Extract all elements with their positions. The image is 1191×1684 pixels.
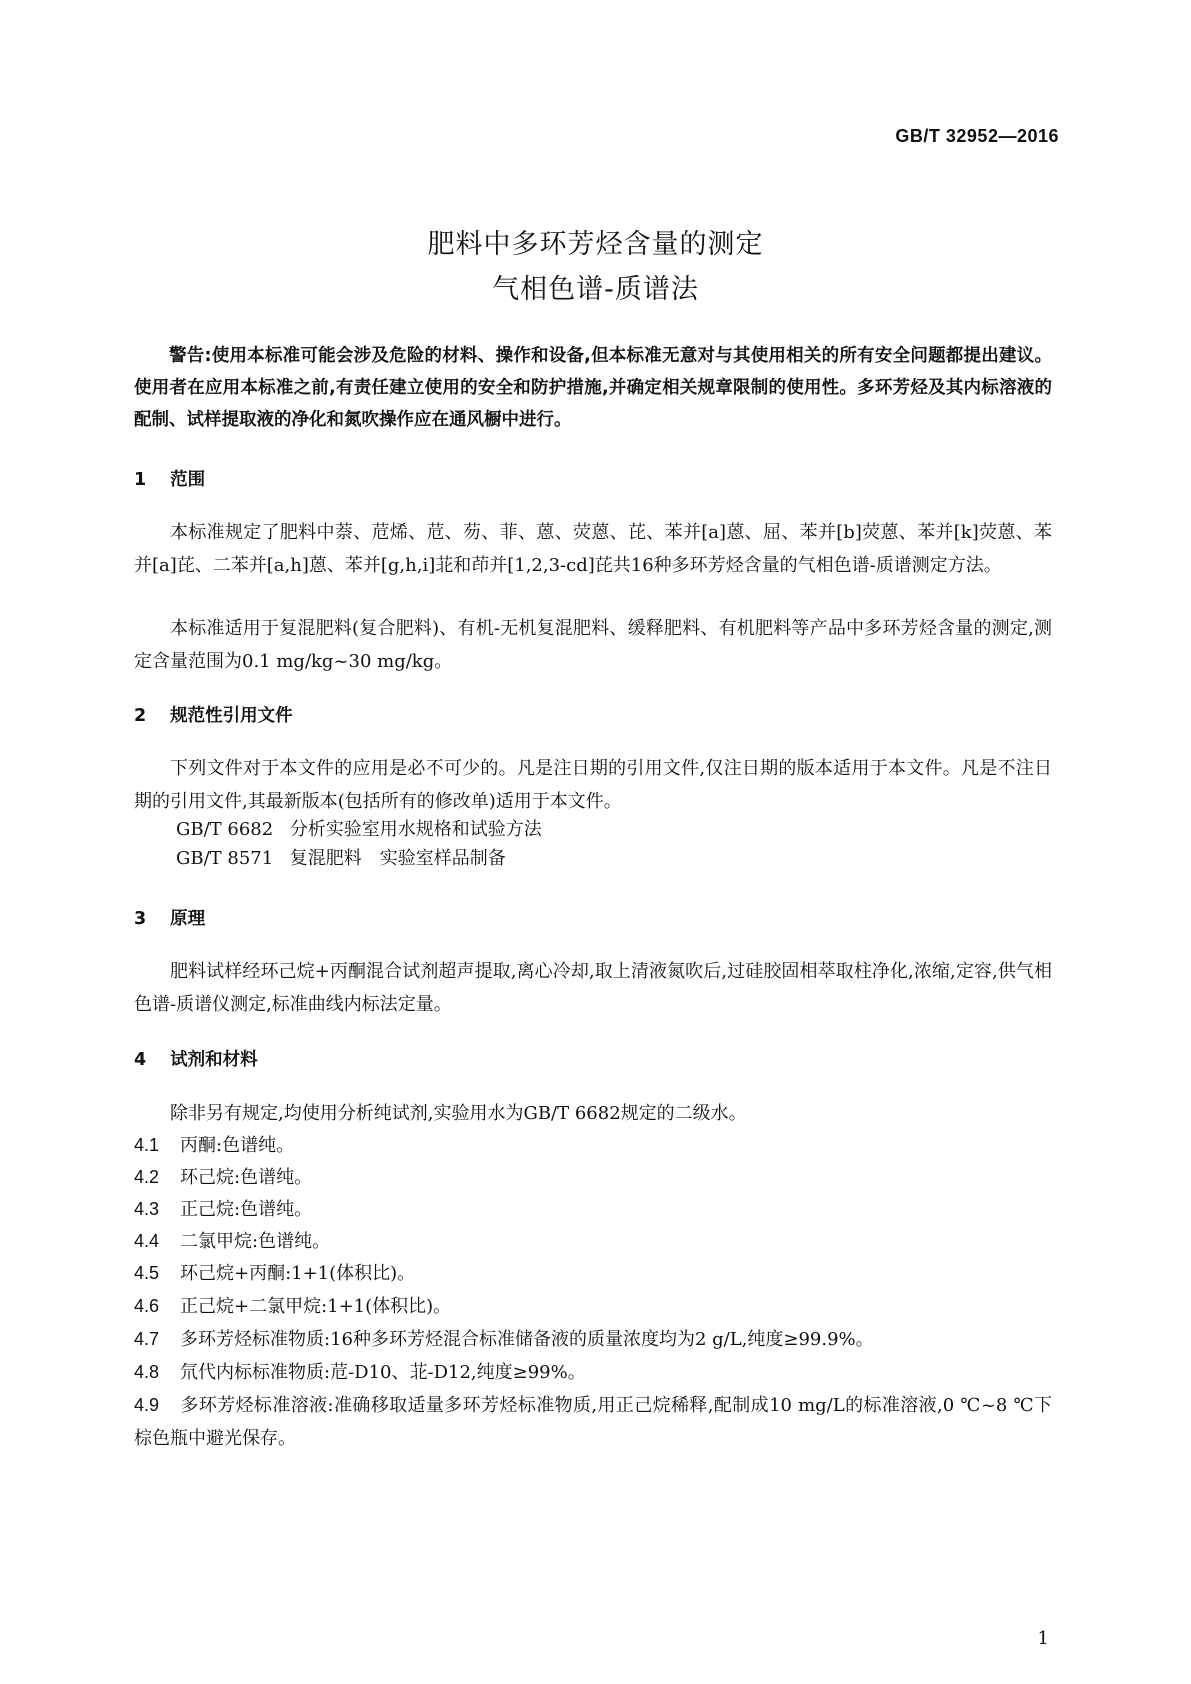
list-item xyxy=(134,1356,1052,1389)
item-text: 正己烷+二氯甲烷:1+1(体积比)。 xyxy=(180,1296,452,1317)
section-3-heading xyxy=(134,905,205,930)
item-text: 环己烷+丙酮:1+1(体积比)。 xyxy=(180,1263,416,1284)
item-text: 二氯甲烷:色谱纯。 xyxy=(180,1231,331,1252)
section-2-heading xyxy=(134,702,293,727)
section-title: 范围 xyxy=(170,470,206,490)
section-title: 试剂和材料 xyxy=(170,1050,258,1070)
section-number: 2 xyxy=(134,706,147,726)
list-item xyxy=(134,1129,1052,1162)
section-1-paragraph-1: 本标准规定了肥料中萘、苊烯、苊、芴、菲、蒽、荧蒽、芘、苯并[a]蒽、屈、苯并[b]荧蒽、苯并[k]荧蒽、苯并[a]芘、二苯并[a,h]蒽、苯并[g,h,i]苝和茚并[1,2,3-cd]芘共16种多环芳烃含量的气相色谱-质谱测定方法。 xyxy=(134,522,1052,576)
item-number: 4.8 xyxy=(134,1362,160,1382)
section-4-heading xyxy=(134,1046,258,1071)
reference-code: GB/T 8571 xyxy=(176,848,274,869)
section-number: 3 xyxy=(134,909,147,929)
item-number: 4.2 xyxy=(134,1167,160,1187)
list-item xyxy=(134,1257,1052,1290)
section-title: 规范性引用文件 xyxy=(170,706,293,726)
reference-title: 分析实验室用水规格和试验方法 xyxy=(289,819,542,840)
list-item xyxy=(134,1193,1052,1226)
section-3-paragraph-1: 肥料试样经环己烷+丙酮混合试剂超声提取,离心冷却,取上清液氮吹后,过硅胶固相萃取柱净化,浓缩,定容,供气相色谱-质谱仪测定,标准曲线内标法定量。 xyxy=(134,961,1052,1015)
page-number: 1 xyxy=(1037,1628,1049,1649)
list-item xyxy=(134,1290,1052,1323)
standard-code: GB/T 32952—2016 xyxy=(895,126,1059,146)
title-line-2: 气相色谱-质谱法 xyxy=(492,274,699,305)
item-number: 4.1 xyxy=(134,1135,160,1155)
normative-reference xyxy=(176,844,506,874)
section-title: 原理 xyxy=(170,909,206,929)
title-line-1: 肥料中多环芳烃含量的测定 xyxy=(427,229,764,260)
warning-paragraph: 警告:使用本标准可能会涉及危险的材料、操作和设备,但本标准无意对与其使用相关的所有安全问题都提出建议。使用者在应用本标准之前,有责任建立使用的安全和防护措施,并确定相关规章限制的使用性。多环芳烃及其内标溶液的配制、试样提取液的净化和氮吹操作应在通风橱中进行。 xyxy=(134,346,1052,430)
section-1-paragraph-2: 本标准适用于复混肥料(复合肥料)、有机-无机复混肥料、缓释肥料、有机肥料等产品中多环芳烃含量的测定,测定含量范围为0.1 mg/kg~30 mg/kg。 xyxy=(134,618,1052,672)
item-number: 4.7 xyxy=(134,1329,160,1349)
item-text: 丙酮:色谱纯。 xyxy=(180,1135,295,1156)
item-number: 4.5 xyxy=(134,1263,160,1283)
item-text: 氘代内标标准物质:苊-D10、苝-D12,纯度≥99%。 xyxy=(180,1362,586,1383)
document-title xyxy=(0,222,1191,312)
item-number: 4.6 xyxy=(134,1296,160,1316)
section-4-intro: 除非另有规定,均使用分析纯试剂,实验用水为GB/T 6682规定的二级水。 xyxy=(170,1103,747,1124)
list-item xyxy=(134,1225,1052,1258)
item-number: 4.3 xyxy=(134,1199,160,1219)
section-1-heading xyxy=(134,466,205,491)
list-item xyxy=(134,1323,1052,1356)
reference-title: 复混肥料 实验室样品制备 xyxy=(289,848,506,869)
section-number: 4 xyxy=(134,1050,147,1070)
reference-code: GB/T 6682 xyxy=(176,819,274,840)
item-text: 多环芳烃标准溶液:准确移取适量多环芳烃标准物质,用正己烷稀释,配制成10 mg/L的标准溶液,0 ℃~8 ℃下棕色瓶中避光保存。 xyxy=(134,1395,1052,1449)
item-text: 正己烷:色谱纯。 xyxy=(180,1199,313,1220)
item-text: 多环芳烃标准物质:16种多环芳烃混合标准储备液的质量浓度均为2 g/L,纯度≥99.9%。 xyxy=(180,1329,874,1350)
item-number: 4.4 xyxy=(134,1231,160,1251)
section-number: 1 xyxy=(134,470,147,490)
list-item xyxy=(134,1161,1052,1194)
item-number: 4.9 xyxy=(134,1395,160,1415)
normative-reference xyxy=(176,815,542,845)
section-2-paragraph-1: 下列文件对于本文件的应用是必不可少的。凡是注日期的引用文件,仅注日期的版本适用于本文件。凡是不注日期的引用文件,其最新版本(包括所有的修改单)适用于本文件。 xyxy=(134,758,1052,812)
item-text: 环己烷:色谱纯。 xyxy=(180,1167,313,1188)
list-item xyxy=(134,1389,1052,1455)
